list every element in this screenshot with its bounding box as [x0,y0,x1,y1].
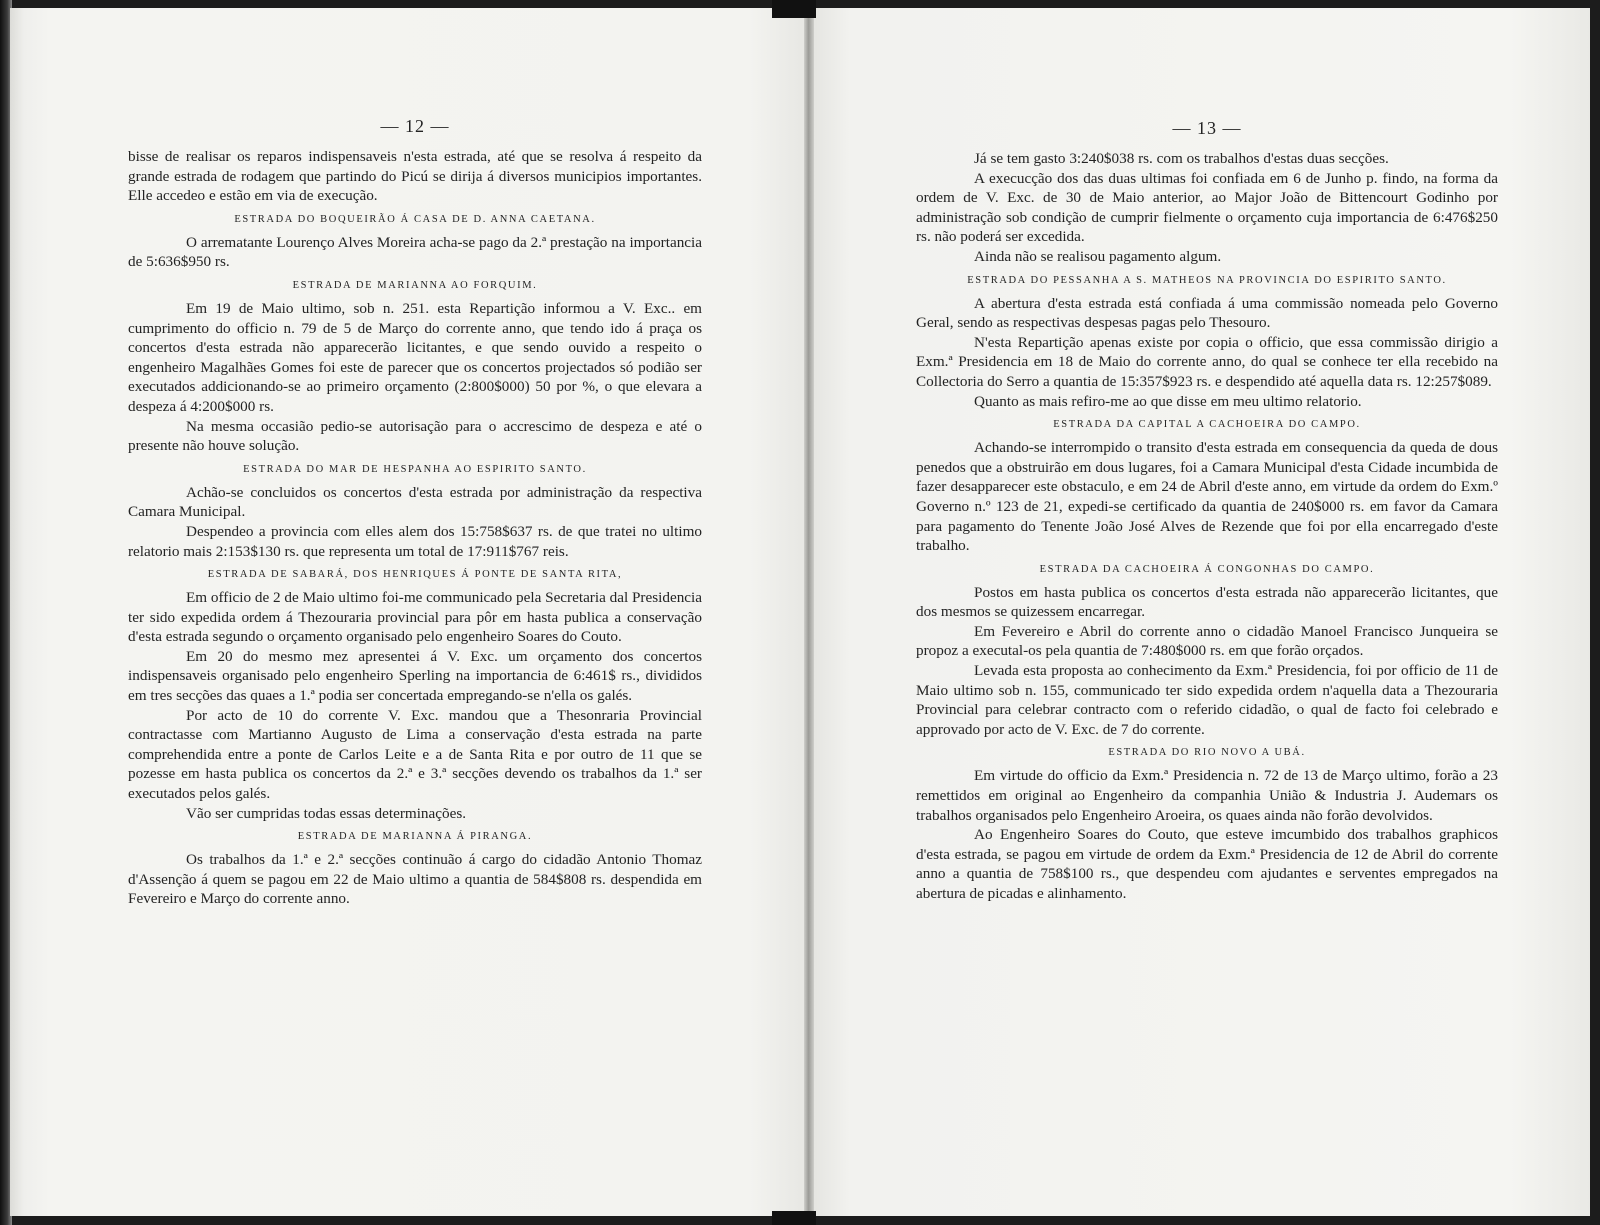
paragraph: Por acto de 10 do corrente V. Exc. mandou que a Thesonraria Provincial contractasse com Martianno Augusto de Lima a conservação d'esta estrada na parte comprehendida entre a ponte de Carlos Leite e a de Santa Rita e por outro de 11 que se pozesse em hasta publica os concertos da 2.ª e 3.ª secções devendo os trabalhos da 1.ª ser executados pelos galés. [128,706,702,803]
paragraph: Achão-se concluidos os concertos d'esta estrada por administração da respectiva Camara Municipal. [128,483,702,521]
paragraph: Na mesma occasião pedio-se autorisação para o accrescimo de despeza e até o presente não houve solução. [128,417,702,455]
section-heading: ESTRADA DE MARIANNA Á PIRANGA. [297,831,533,843]
right-page [810,8,1590,1216]
paragraph: Vão ser cumpridas todas essas determinações. [186,804,467,822]
section-heading: ESTRADA DO PESSANHA A S. MATHEOS NA PROVINCIA DO ESPIRITO SANTO. [967,274,1447,286]
paragraph: Os trabalhos da 1.ª e 2.ª secções continuão á cargo do cidadão Antonio Thomaz d'Assenção á quem se pagou em 22 de Maio ultimo a quantia de 584$808 rs. despendida em Fevereiro e Março do corrente anno. [128,851,702,908]
paragraph: O arrematante Lourenço Alves Moreira acha-se pago da 2.ª prestação na importancia de 5:636$950 rs. [128,233,702,271]
section-heading: ESTRADA DO BOQUEIRÃO Á CASA DE D. ANNA CAETANA. [234,213,596,225]
paragraph: Em 20 do mesmo mez apresentei á V. Exc. um orçamento dos concertos indispensaveis organisado pelo engenheiro Sperling na importancia de 6:461$ rs., divididos em tres secções das quaes a 1.ª podia ser concertada empregando-se n'ella os galés. [128,647,702,705]
paragraph: Em Fevereiro e Abril do corrente anno o cidadão Manoel Francisco Junqueira se propoz a executal-os pela quantia de 7:480$000 rs. em que forão orçados. [916,622,1498,660]
paragraph: A abertura d'esta estrada está confiada á uma commissão nomeada pelo Governo Geral, sendo as respectivas despesas pagas pelo Thesouro. [916,294,1498,332]
book-gutter [804,0,814,1225]
paragraph: A execucção dos das duas ultimas foi confiada em 6 de Junho p. findo, na forma da ordem de V. Exc. de 30 de Maio anterior, ao Major João de Bittencourt Godinho por administração sob condição de cumprir fielmente o orçamento cuja importancia de 6:476$250 rs. não poderá ser excedida. [916,169,1498,246]
paragraph: Ao Engenheiro Soares do Couto, que esteve imcumbido dos trabalhos graphicos d'esta estrada, se pagou em virtude de ordem da Exm.ª Presidencia de 12 de Abril do corrente anno a quantia de 758$100 rs., que despendeu com ajudantes e serventes empregados na abertura de picadas e alinhamento. [916,826,1498,902]
page-body [128,147,702,909]
left-page [10,8,810,1216]
section-heading: ESTRADA DE MARIANNA AO FORQUIM. [292,279,538,291]
paragraph: Levada esta proposta ao conhecimento da Exm.ª Presidencia, foi por officio de 11 de Maio ultimo sob n. 155, communicado ter sido expedida ordem n'aquella data a Thezouraria Provincial para celebrar contracto com o referido cidadão, o qual de facto foi celebrado e approvado por acto de V. Exc. de 7 do corrente. [916,662,1498,738]
paragraph: Já se tem gasto 3:240$038 rs. com os trabalhos d'estas duas secções. [974,150,1389,167]
paragraph: Em officio de 2 de Maio ultimo foi-me communicado pela Secretaria dal Presidencia ter sido expedida ordem á Thezouraria provincial para pôr em hasta publica a conservação d'esta estrada segundo o orçamento organisado pelo engenheiro Soares do Couto. [128,589,702,646]
paragraph: Achando-se interrompido o transito d'esta estrada em consequencia da queda de dous penedos que a obstruirão em dous lugares, foi a Camara Municipal d'esta Cidade incumbida de fazer desapparecer este obstaculo, e em 24 de Abril d'este anno, em virtude da ordem do Exm.º Governo n.º 123 de 21, expedi-se certificado da quantia de 240$000 rs. em favor da Camara para pagamento do Tenente João José Alves de Rezende que foi por ella encarregado d'este trabalho. [916,439,1498,555]
section-heading: ESTRADA DO MAR DE HESPANHA AO ESPIRITO SANTO. [243,463,587,475]
scan-clip-bottom [772,1211,816,1225]
page-number: — 12 — [380,116,450,136]
section-heading: ESTRADA DA CAPITAL A CACHOEIRA DO CAMPO. [1053,419,1361,431]
paragraph: Quanto as mais refiro-me ao que disse em meu ultimo relatorio. [974,392,1362,410]
paragraph: Despendeo a provincia com elles alem dos 15:758$637 rs. de que tratei no ultimo relatorio mais 2:153$130 rs. que representa um total de 17:911$767 reis. [128,522,702,560]
section-heading: ESTRADA DO RIO NOVO A UBÁ. [1108,747,1306,759]
page-number: — 13 — [1172,118,1242,138]
section-heading: ESTRADA DA CACHOEIRA Á CONGONHAS DO CAMPO. [1039,563,1375,575]
paragraph: Em 19 de Maio ultimo, sob n. 251. esta Repartição informou a V. Exc.. em cumprimento do officio n. 79 de 5 de Março do corrente anno, que tendo ido á praça os concertos d'esta estrada não apparecerão licitantes, e que sendo ouvido a respeito o engenheiro Magalhães Gomes foi este de parecer que os concertos projectados só podião ser executados addicionando-se ao primeiro orçamento (2:800$000) 50 por %, o que elevara a despeza á 4:200$000 rs. [128,299,702,415]
page-body [916,149,1498,904]
paragraph: N'esta Repartição apenas existe por copia o officio, que essa commissão dirigio a Exm.ª Presidencia em 18 de Maio do corrente anno, do qual se conhece ter ella recebido na Collectoria do Serro a quantia de 15:357$923 rs. e despendido até aquella data rs. 12:257$089. [916,333,1498,390]
paragraph: Ainda não se realisou pagamento algum. [974,247,1222,265]
paragraph: Em virtude do officio da Exm.ª Presidencia n. 72 de 13 de Março ultimo, forão a 23 remettidos em original ao Engenheiro da companhia União & Industria J. Audemars os trabalhos organisados pelo Engenheiro Aroeira, os quaes ainda não forão devolvidos. [916,767,1498,824]
paragraph: bisse de realisar os reparos indispensaveis n'esta estrada, até que se resolva á respeito da grande estrada de rodagem que partindo do Picú se dirija á diversos municipios importantes. Elle accedeo e estão em via de execução. [128,148,702,205]
paragraph: Postos em hasta publica os concertos d'esta estrada não apparecerão licitantes, que dos mesmos se quizessem encarregar. [916,583,1498,621]
section-heading: ESTRADA DE SABARÁ, DOS HENRIQUES Á PONTE DE SANTA RITA, [207,569,623,581]
scan-clip-top [772,0,816,18]
